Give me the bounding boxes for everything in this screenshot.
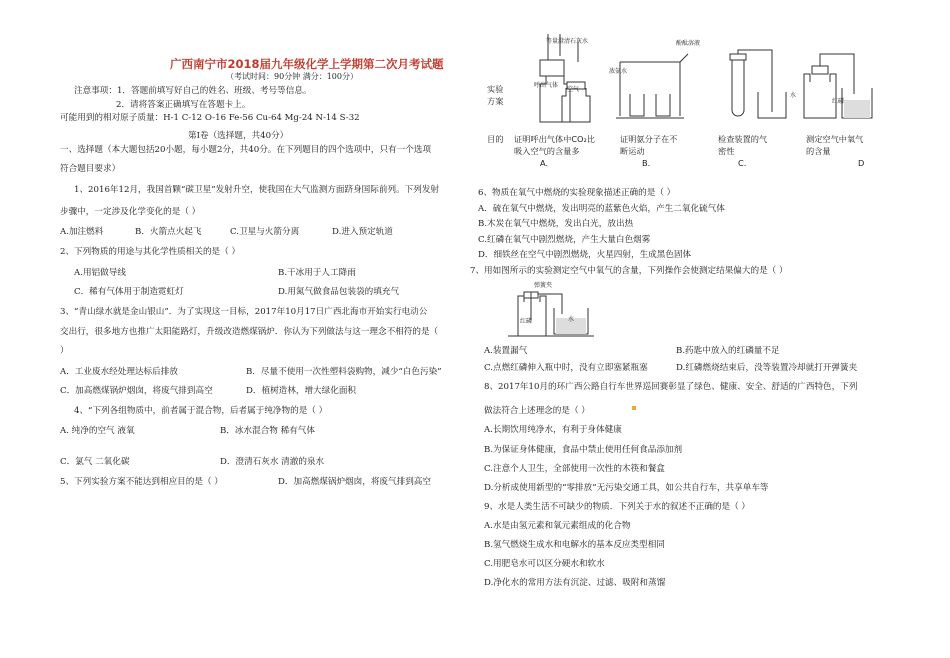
q3-line-3: ）	[60, 346, 69, 356]
q4-option-b: B．冰水混合物 稀有气体	[220, 426, 315, 436]
q6-option-c: C.红磷在氧气中剧烈燃烧，产生大量白色烟雾	[478, 235, 651, 245]
q8-line-1: 8、2017年10月的环广西公路自行车世界巡回赛彰显了绿色、健康、安全、舒适的广西特色，下列	[484, 382, 858, 392]
q1-line-1: 1、2016年12月，我国首颗“碳卫星”发射升空，使我国在大气监测方面跻身国际前列。下列发射	[74, 185, 440, 195]
q5-line-1: 5、下列实验方案不能达到相应目的是（ ）	[60, 477, 223, 487]
q8-option-a: A.长期饮用纯净水，有利于身体健康	[484, 425, 622, 435]
q3-option-b: B．尽量不使用一次性塑料袋购物，减少“白色污染”	[246, 367, 442, 377]
q1-option-b: B．火箭点火起飞	[135, 227, 202, 237]
apparatus-c	[730, 50, 786, 118]
q9-line-1: 9、水是人类生活不可缺少的物质．下列关于水的叙述不正确的是（ ）	[484, 502, 751, 512]
intro-line-2: 符合题目要求）	[60, 164, 121, 174]
note-1: 注意事项：1．答题前填写好自己的姓名、班级、考号等信息。	[74, 86, 312, 96]
apparatus-a	[540, 34, 590, 122]
caption-b-letter: B.	[642, 158, 651, 168]
q2-option-b: B.干冰用于人工降雨	[278, 268, 356, 278]
q4-option-d: D．澄清石灰水 清澈的泉水	[220, 457, 325, 467]
fig-row-label-1: 实验	[487, 84, 504, 94]
figure-q5-apparatus	[520, 32, 920, 142]
intro-line-1: 一、选择题（本大题包括20小题，每小题2分，共40分。在下列题目的四个选项中，只有一个选项	[60, 145, 432, 155]
q3-line-1: 3、“青山绿水就是金山银山”．为了实现这一目标，2017年10月17日广西北海市开始实行电动公	[60, 307, 428, 317]
atomic-mass: 可能用到的相对原子质量：H-1 C-12 O-16 Fe-56 Cu-64 Mg-24 N-14 S-32	[60, 113, 360, 123]
page-title: 广西南宁市2018届九年级化学上学期第二次月考试题	[170, 57, 444, 71]
q7-option-a: A.装置漏气	[484, 346, 528, 356]
q9-option-d: D.净化水的常用方法有沉淀、过滤、吸附和蒸馏	[484, 578, 666, 588]
q1-option-a: A.加注燃料	[60, 227, 104, 237]
apparatus-b	[616, 54, 688, 118]
q2-option-d: D.用氮气做食品包装袋的填充气	[278, 287, 400, 297]
q1-line-2: 步骤中，一定涉及化学变化的是（ ）	[60, 207, 201, 217]
q6-option-b: B.木炭在氧气中燃烧，发出白光，放出热	[478, 219, 634, 229]
q8-option-d: D.分析成使用新型的“零排放”无污染交通工具，如公共自行车，共享单车等	[484, 483, 769, 493]
label-limewater: 等量澄清石灰水	[546, 38, 589, 45]
q2-option-c: C．稀有气体用于制造霓虹灯	[74, 287, 184, 297]
q8-line-2: 做法符合上述理念的是（ ）	[484, 406, 590, 416]
q2-option-a: A.用铝做导线	[74, 268, 126, 278]
label-water: 水	[790, 92, 797, 99]
q7-line-1: 7、用如图所示的实验测定空气中氧气的含量，下列操作会使测定结果偏大的是（ ）	[470, 266, 788, 276]
q9-option-c: C.用肥皂水可以区分硬水和软水	[484, 559, 605, 569]
q3-option-d: D．植树造林，增大绿化面积	[246, 386, 357, 396]
note-2: 2．请将答案正确填写在答题卡上。	[116, 100, 251, 110]
caption-c-2: 密性	[718, 146, 735, 156]
q4-line-1: 4、“下列各组物质中，前者属于混合物，后者属于纯净物的是（ ）	[74, 406, 328, 416]
orange-dot-mark	[632, 406, 636, 410]
q3-option-a: A．工业废水经处理达标后排放	[60, 367, 178, 377]
label-clamp: 弹簧夹	[534, 282, 553, 289]
q2-line-1: 2、下列物质的用途与其化学性质相关的是（ ）	[60, 247, 241, 257]
q1-option-d: D.进入预定轨道	[332, 227, 393, 237]
label-phenol: 酚酞溶液	[676, 40, 701, 47]
caption-d-2: 的含量	[806, 146, 831, 156]
q6-option-a: A．硫在氧气中燃烧，发出明亮的蓝紫色火焰，产生二氧化硫气体	[478, 204, 725, 214]
q8-option-b: B.为保证身体健康，食品中禁止使用任何食品添加剂	[484, 445, 683, 455]
q9-option-a: A.水是由氢元素和氧元素组成的化合物	[484, 521, 631, 531]
label-q7-water: 水	[568, 316, 575, 323]
q1-option-c: C.卫星与火箭分离	[230, 227, 300, 237]
fig-purpose-label: 目的	[487, 134, 504, 144]
q5-stray-option: D．加高燃煤锅炉烟囱，将废气排到高空	[278, 477, 431, 487]
apparatus-d	[804, 54, 872, 118]
label-air: 空气	[567, 86, 580, 93]
q7-option-b: B.药匙中放入的红磷量不足	[676, 346, 780, 356]
caption-d-letter: D	[858, 158, 865, 168]
label-ammonia: 浓氨水	[609, 68, 628, 75]
caption-b-2: 断运动	[620, 146, 645, 156]
caption-b-1: 证明氨分子在不	[620, 134, 678, 144]
caption-d-1: 测定空气中氧气	[806, 134, 864, 144]
caption-a-letter: A.	[540, 158, 549, 168]
q4-option-a: A. 纯净的空气 液氧	[60, 426, 135, 436]
q6-line-1: 6、物质在氧气中燃烧的实验现象描述正确的是（ ）	[478, 188, 676, 198]
exam-info: （考试时间：90分钟 满分：100分）	[226, 72, 358, 81]
caption-a-1: 证明呼出气体中CO₂比	[514, 134, 595, 144]
q9-option-b: B.氢气燃烧生成水和电解水的基本反应类型相同	[484, 540, 665, 550]
label-redp: 红磷	[832, 98, 845, 105]
q8-option-c: C.注意个人卫生，全部使用一次性的木筷和餐盒	[484, 464, 665, 474]
fig-row-label-2: 方案	[487, 96, 504, 106]
section-heading: 第Ⅰ卷（选择题，共40分）	[188, 131, 289, 141]
q7-option-d: D.红磷燃烧结束后，没等装置冷却就打开弹簧夹	[676, 363, 858, 373]
caption-c-letter: C.	[738, 158, 747, 168]
caption-a-2: 吸入空气的含量多	[514, 146, 580, 156]
q3-option-c: C．加高燃煤锅炉烟囱，将废气排到高空	[60, 386, 213, 396]
q7-option-c: C.点燃红磷伸入瓶中时，没有立即塞紧瓶塞	[484, 363, 648, 373]
label-exhaled: 呼出气体	[534, 82, 559, 89]
q4-option-c: C．氯气 二氧化碳	[60, 457, 130, 467]
q3-line-2: 交出行，很多地方也推广太阳能路灯，升级改造燃煤锅炉．你认为下列做法与这一理念不相符的是（	[60, 327, 439, 337]
q6-option-d: D．细铁丝在空气中剧烈燃烧，火星四射，生成黑色固体	[478, 250, 692, 260]
caption-c-1: 检查装置的气	[718, 134, 768, 144]
label-q7-redp: 红磷	[520, 318, 533, 325]
